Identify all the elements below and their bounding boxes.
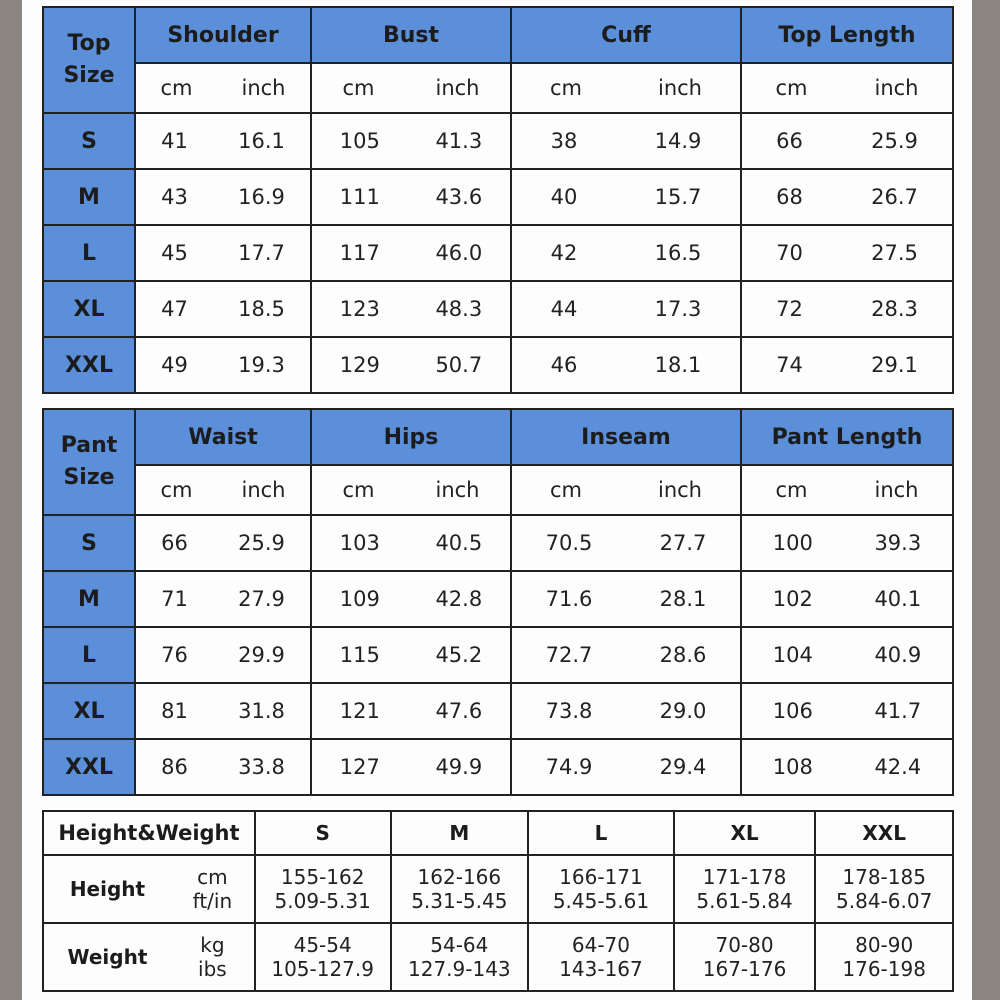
value-cell bbox=[511, 571, 741, 627]
inch-value: 50.7 bbox=[435, 353, 483, 377]
cm-value: 117 bbox=[339, 241, 380, 265]
value-cell bbox=[511, 225, 741, 281]
inch-value: 42.4 bbox=[874, 755, 922, 779]
inch-value: 27.9 bbox=[238, 587, 285, 611]
cm-value: 41 bbox=[161, 129, 188, 153]
cm-value: 71.6 bbox=[545, 587, 593, 611]
value-cell bbox=[135, 515, 311, 571]
unit-inch-label: inch bbox=[435, 478, 480, 502]
value-cell bbox=[741, 225, 953, 281]
value-cell bbox=[741, 571, 953, 627]
hw-value-primary: 45-54 bbox=[293, 933, 352, 957]
hw-value-primary: 80-90 bbox=[855, 933, 914, 957]
cm-value: 38 bbox=[550, 129, 578, 153]
hw-unit-primary: kg bbox=[200, 933, 225, 957]
hw-value-secondary: 127.9-143 bbox=[408, 957, 511, 981]
cm-value: 104 bbox=[772, 643, 813, 667]
unit-cm-label: cm bbox=[342, 76, 375, 100]
header-row bbox=[43, 409, 953, 465]
table-row bbox=[43, 515, 953, 571]
hw-value-primary: 70-80 bbox=[715, 933, 774, 957]
unit-cell bbox=[741, 465, 953, 515]
cm-value: 123 bbox=[339, 297, 380, 321]
value-cell bbox=[311, 113, 511, 169]
measure-header: Shoulder bbox=[135, 7, 311, 63]
hw-size-header: S bbox=[255, 811, 391, 855]
cm-value: 71 bbox=[161, 587, 188, 611]
value-cell bbox=[135, 337, 311, 393]
inch-value: 28.6 bbox=[659, 643, 707, 667]
hw-unit-cell bbox=[171, 855, 255, 923]
unit-inch-label: inch bbox=[435, 76, 480, 100]
table-row bbox=[43, 169, 953, 225]
unit-inch-label: inch bbox=[241, 76, 286, 100]
cm-value: 74.9 bbox=[545, 755, 593, 779]
cm-value: 105 bbox=[339, 129, 380, 153]
size-label: L bbox=[43, 225, 135, 281]
hw-row bbox=[43, 855, 953, 923]
hw-value-secondary: 5.09-5.31 bbox=[274, 889, 371, 913]
cm-value: 72.7 bbox=[545, 643, 593, 667]
value-cell bbox=[511, 683, 741, 739]
measure-header: Pant Length bbox=[741, 409, 953, 465]
cm-value: 66 bbox=[161, 531, 188, 555]
value-cell bbox=[311, 281, 511, 337]
inch-value: 28.3 bbox=[871, 297, 918, 321]
cm-value: 70 bbox=[776, 241, 803, 265]
cm-value: 86 bbox=[161, 755, 188, 779]
inch-value: 40.5 bbox=[435, 531, 483, 555]
table-row bbox=[43, 281, 953, 337]
hw-value-secondary: 5.61-5.84 bbox=[696, 889, 793, 913]
value-cell bbox=[311, 225, 511, 281]
hw-value-primary: 54-64 bbox=[430, 933, 489, 957]
measure-header: Hips bbox=[311, 409, 511, 465]
hw-row-label: Weight bbox=[43, 923, 171, 991]
inch-value: 31.8 bbox=[238, 699, 285, 723]
cm-value: 73.8 bbox=[545, 699, 593, 723]
size-corner-header: Top Size bbox=[43, 7, 135, 113]
cm-value: 74 bbox=[776, 353, 803, 377]
value-cell bbox=[511, 739, 741, 795]
height-weight-table bbox=[42, 810, 954, 992]
cm-value: 103 bbox=[339, 531, 380, 555]
hw-size-header: L bbox=[528, 811, 674, 855]
cm-value: 81 bbox=[161, 699, 188, 723]
unit-cell bbox=[311, 465, 511, 515]
cm-value: 46 bbox=[550, 353, 578, 377]
value-cell bbox=[135, 739, 311, 795]
inch-value: 41.3 bbox=[435, 129, 483, 153]
hw-unit-cell bbox=[171, 923, 255, 991]
inch-value: 45.2 bbox=[435, 643, 483, 667]
cm-value: 100 bbox=[772, 531, 813, 555]
unit-inch-label: inch bbox=[241, 478, 286, 502]
table-row bbox=[43, 683, 953, 739]
inch-value: 27.5 bbox=[871, 241, 918, 265]
unit-cell bbox=[135, 63, 311, 113]
inch-value: 25.9 bbox=[871, 129, 918, 153]
inch-value: 42.8 bbox=[435, 587, 483, 611]
table-row bbox=[43, 571, 953, 627]
cm-value: 111 bbox=[339, 185, 380, 209]
inch-value: 39.3 bbox=[874, 531, 922, 555]
inch-value: 47.6 bbox=[435, 699, 483, 723]
unit-cell bbox=[135, 465, 311, 515]
size-corner-header: Pant Size bbox=[43, 409, 135, 515]
size-label: S bbox=[43, 515, 135, 571]
unit-cm-label: cm bbox=[549, 76, 582, 100]
cm-value: 102 bbox=[772, 587, 813, 611]
measure-header: Bust bbox=[311, 7, 511, 63]
value-cell bbox=[311, 169, 511, 225]
cm-value: 49 bbox=[161, 353, 188, 377]
size-label: L bbox=[43, 627, 135, 683]
value-cell bbox=[135, 571, 311, 627]
value-cell bbox=[135, 281, 311, 337]
hw-value-cell bbox=[391, 923, 529, 991]
cm-value: 106 bbox=[772, 699, 813, 723]
cm-value: 127 bbox=[339, 755, 380, 779]
hw-value-cell bbox=[815, 855, 953, 923]
value-cell bbox=[741, 281, 953, 337]
inch-value: 17.3 bbox=[654, 297, 702, 321]
hw-value-primary: 171-178 bbox=[702, 865, 787, 889]
unit-cell bbox=[511, 465, 741, 515]
hw-row-label: Height bbox=[43, 855, 171, 923]
cm-value: 42 bbox=[550, 241, 578, 265]
hw-size-header: M bbox=[391, 811, 529, 855]
value-cell bbox=[311, 571, 511, 627]
size-label: XXL bbox=[43, 739, 135, 795]
unit-cell bbox=[311, 63, 511, 113]
cm-value: 44 bbox=[550, 297, 578, 321]
table-row bbox=[43, 627, 953, 683]
hw-value-secondary: 176-198 bbox=[842, 957, 926, 981]
cm-value: 121 bbox=[339, 699, 380, 723]
hw-value-secondary: 105-127.9 bbox=[271, 957, 374, 981]
unit-row bbox=[43, 63, 953, 113]
cm-value: 72 bbox=[776, 297, 803, 321]
value-cell bbox=[741, 337, 953, 393]
hw-value-cell bbox=[255, 923, 391, 991]
value-cell bbox=[135, 169, 311, 225]
value-cell bbox=[311, 337, 511, 393]
inch-value: 48.3 bbox=[435, 297, 483, 321]
hw-unit-secondary: ibs bbox=[198, 957, 227, 981]
hw-size-header: XXL bbox=[815, 811, 953, 855]
inch-value: 16.1 bbox=[238, 129, 285, 153]
cm-value: 109 bbox=[339, 587, 380, 611]
inch-value: 16.9 bbox=[238, 185, 285, 209]
hw-unit-primary: cm bbox=[197, 865, 228, 889]
cm-value: 43 bbox=[161, 185, 188, 209]
inch-value: 18.1 bbox=[654, 353, 702, 377]
inch-value: 29.4 bbox=[659, 755, 707, 779]
inch-value: 27.7 bbox=[659, 531, 707, 555]
unit-cm-label: cm bbox=[342, 478, 375, 502]
value-cell bbox=[741, 627, 953, 683]
hw-value-cell bbox=[528, 923, 674, 991]
inch-value: 29.9 bbox=[238, 643, 285, 667]
cm-value: 40 bbox=[550, 185, 578, 209]
value-cell bbox=[741, 515, 953, 571]
unit-inch-label: inch bbox=[874, 76, 919, 100]
value-cell bbox=[511, 113, 741, 169]
unit-cm-label: cm bbox=[160, 478, 193, 502]
hw-corner-header: Height&Weight bbox=[43, 811, 255, 855]
value-cell bbox=[135, 683, 311, 739]
unit-cm-label: cm bbox=[775, 76, 808, 100]
value-cell bbox=[311, 515, 511, 571]
measure-header: Waist bbox=[135, 409, 311, 465]
table-row bbox=[43, 113, 953, 169]
size-label: XL bbox=[43, 683, 135, 739]
size-label: M bbox=[43, 571, 135, 627]
inch-value: 40.1 bbox=[874, 587, 922, 611]
unit-inch-label: inch bbox=[657, 478, 702, 502]
inch-value: 28.1 bbox=[659, 587, 707, 611]
inch-value: 16.5 bbox=[654, 241, 702, 265]
unit-cell bbox=[741, 63, 953, 113]
size-label: S bbox=[43, 113, 135, 169]
hw-value-primary: 64-70 bbox=[571, 933, 631, 957]
hw-value-secondary: 5.31-5.45 bbox=[411, 889, 508, 913]
inch-value: 19.3 bbox=[238, 353, 285, 377]
value-cell bbox=[741, 683, 953, 739]
inch-value: 49.9 bbox=[435, 755, 483, 779]
inch-value: 17.7 bbox=[238, 241, 285, 265]
header-row bbox=[43, 7, 953, 63]
value-cell bbox=[511, 169, 741, 225]
size-label: M bbox=[43, 169, 135, 225]
cm-value: 70.5 bbox=[545, 531, 593, 555]
size-chart-page bbox=[22, 0, 972, 1000]
hw-value-secondary: 167-176 bbox=[702, 957, 787, 981]
hw-value-primary: 155-162 bbox=[280, 865, 365, 889]
hw-value-cell bbox=[674, 855, 816, 923]
table-row bbox=[43, 739, 953, 795]
value-cell bbox=[741, 169, 953, 225]
hw-value-cell bbox=[528, 855, 674, 923]
hw-value-primary: 178-185 bbox=[842, 865, 926, 889]
value-cell bbox=[311, 627, 511, 683]
hw-row bbox=[43, 923, 953, 991]
hw-unit-secondary: ft/in bbox=[192, 889, 233, 913]
cm-value: 76 bbox=[161, 643, 188, 667]
value-cell bbox=[311, 739, 511, 795]
inch-value: 15.7 bbox=[654, 185, 702, 209]
cm-value: 129 bbox=[339, 353, 380, 377]
table-row bbox=[43, 225, 953, 281]
value-cell bbox=[511, 627, 741, 683]
hw-value-primary: 166-171 bbox=[559, 865, 643, 889]
inch-value: 14.9 bbox=[654, 129, 702, 153]
hw-value-secondary: 5.45-5.61 bbox=[552, 889, 650, 913]
value-cell bbox=[741, 113, 953, 169]
hw-value-secondary: 5.84-6.07 bbox=[836, 889, 933, 913]
unit-inch-label: inch bbox=[874, 478, 919, 502]
inch-value: 46.0 bbox=[435, 241, 483, 265]
inch-value: 25.9 bbox=[238, 531, 285, 555]
unit-cm-label: cm bbox=[160, 76, 193, 100]
hw-value-cell bbox=[815, 923, 953, 991]
unit-cell bbox=[511, 63, 741, 113]
value-cell bbox=[511, 337, 741, 393]
value-cell bbox=[511, 281, 741, 337]
hw-value-cell bbox=[674, 923, 816, 991]
value-cell bbox=[511, 515, 741, 571]
value-cell bbox=[311, 683, 511, 739]
top-size-table bbox=[42, 6, 954, 394]
pant-size-table bbox=[42, 408, 954, 796]
hw-value-cell bbox=[391, 855, 529, 923]
size-label: XL bbox=[43, 281, 135, 337]
cm-value: 66 bbox=[776, 129, 803, 153]
cm-value: 115 bbox=[339, 643, 380, 667]
size-label: XXL bbox=[43, 337, 135, 393]
hw-size-header: XL bbox=[674, 811, 816, 855]
inch-value: 43.6 bbox=[435, 185, 483, 209]
hw-value-secondary: 143-167 bbox=[559, 957, 643, 981]
measure-header: Inseam bbox=[511, 409, 741, 465]
cm-value: 68 bbox=[776, 185, 803, 209]
value-cell bbox=[741, 739, 953, 795]
measure-header: Cuff bbox=[511, 7, 741, 63]
inch-value: 29.0 bbox=[659, 699, 707, 723]
cm-value: 108 bbox=[772, 755, 813, 779]
hw-value-cell bbox=[255, 855, 391, 923]
unit-cm-label: cm bbox=[775, 478, 808, 502]
table-row bbox=[43, 337, 953, 393]
inch-value: 33.8 bbox=[238, 755, 285, 779]
hw-value-primary: 162-166 bbox=[417, 865, 502, 889]
unit-cm-label: cm bbox=[549, 478, 582, 502]
cm-value: 47 bbox=[161, 297, 188, 321]
hw-header-row bbox=[43, 811, 953, 855]
inch-value: 40.9 bbox=[874, 643, 922, 667]
inch-value: 18.5 bbox=[238, 297, 285, 321]
cm-value: 45 bbox=[161, 241, 188, 265]
inch-value: 41.7 bbox=[874, 699, 922, 723]
unit-row bbox=[43, 465, 953, 515]
value-cell bbox=[135, 225, 311, 281]
inch-value: 29.1 bbox=[871, 353, 918, 377]
inch-value: 26.7 bbox=[871, 185, 918, 209]
value-cell bbox=[135, 113, 311, 169]
value-cell bbox=[135, 627, 311, 683]
unit-inch-label: inch bbox=[657, 76, 702, 100]
measure-header: Top Length bbox=[741, 7, 953, 63]
